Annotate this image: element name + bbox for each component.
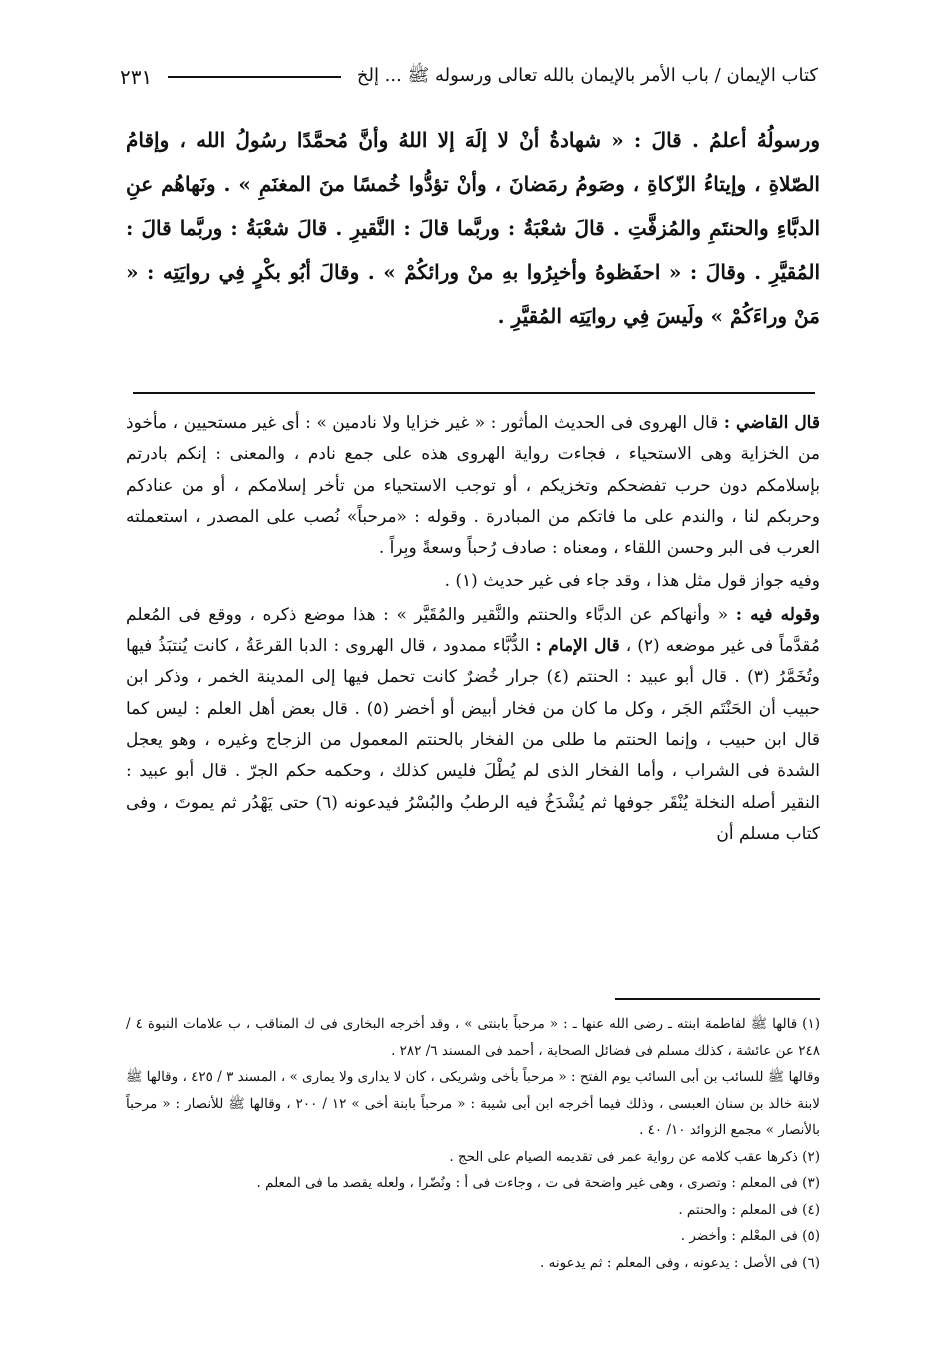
qawluhu-lead: وقوله فيه : — [735, 604, 821, 625]
footnote: (٤) فى المعلم : والحنتم . — [678, 1201, 820, 1218]
running-header — [120, 60, 818, 94]
footnote-separator — [615, 998, 820, 1000]
footnote: (١) قالها ﷺ لفاطمة ابنته ـ رضى الله عنها ـ : « مرحباً بابنتى » ، وقد أخرجه البخارى فى ك المناقب ، ب علامات النبوة ٤ / ٢٤٨ عن عائشة ، كذلك مسلم فى فضائل الصحابة ، أحمد فى المسند ٦/ ٢٨٢ . — [126, 1016, 820, 1059]
footnotes — [126, 1011, 820, 1276]
header-rule — [168, 76, 341, 78]
commentary-paragraph — [126, 566, 820, 597]
footnote: (٢) ذكرها عقب كلامه عن رواية عمر فى تقديمه الصيام على الحج . — [449, 1148, 820, 1165]
commentary-paragraph — [126, 408, 820, 564]
footnote: (٥) فى المعْلم : وأخضر . — [680, 1228, 820, 1244]
commentary-text: الدُّبَّاء ممدود ، قال الهروى : الدبا القرعَةُ ، كانت يُنتبَذُ فيها وتُخَمَّرُ (٣) . قال أبو عبيد : الحنتم (٤) جرار خُضرٌ كانت تحمل فيها إلى المدينة الخمر ، وذكر ابن حبيب أن الحَنْتَم الجَر ، وكل ما كان من فخار أبيض أو أخضر (٥) . قال بعض أهل العلم : ليس كما قال ابن حبيب ، وإنما الحنتم ما طلى من الفخار بالحنتم المعمول من الزجاج وغيره ، وهو يعجل الشدة فى الشراب ، وأما الفخار الذى لم يُطْلَ فليس كذلك ، وحكمه حكم الجرّ . قال أبو عبيد : النقير أصله النخلة يُنْقَر جوفها ثم يُشْدَخُ فيه الرطبُ والبُسْرُ فيدعونه (٦) حتى يَهْدُر ثم يموتَ ، وفى كتاب مسلم أن — [126, 636, 820, 844]
main-separator — [133, 392, 815, 394]
page-number: ٢٣١ — [120, 65, 153, 89]
header-title: كتاب الإيمان / باب الأمر بالإيمان بالله تعالى ورسوله ﷺ ... إلخ — [356, 65, 818, 86]
imam-lead: قال الإمام : — [535, 636, 620, 657]
commentary — [126, 408, 820, 852]
footnote: وقالها ﷺ للسائب بن أبى السائب يوم الفتح : « مرحباً بأخى وشريكى ، كان لا يدارى ولا يمارى » ، المسند ٣ / ٤٢٥ ، وقالها ﷺ لابنة خالد بن سنان العبسى ، وذلك فيما أخرجه ابن أبى شيبة : « مرحباً بابنة أخى » ١٢ / ٢٠٠ ، وقالها ﷺ للأنصار : « مرحباً بالأنصار » مجمع الزوائد ١٠/ ٤٠ . — [126, 1069, 820, 1138]
footnote: (٣) فى المعلم : وتصرى ، وهى غير واضحة فى ت ، وجاءت فى أ : ونُضّرا ، ولعله يقصد ما فى المعلم . — [256, 1175, 820, 1191]
commentary-paragraph — [126, 600, 820, 850]
qadi-lead: قال القاضي : — [723, 413, 820, 433]
commentary-text: وفيه جواز قول مثل هذا ، وقد جاء فى غير حديث (١) . — [444, 571, 820, 592]
commentary-text: قال الهروى فى الحديث المأثور : « غير خزايا ولا نادمين » : أى غير مستحيين ، مأخوذ من الخزاية وهى الاستحياء ، فجاءت رواية الهروى هذه على جمع نادم ، والمعنى : إنكم بادرتم بإسلامكم دون حرب تفضحكم وتخزيكم ، أو توجب الاستحياء من تأخر إسلامكم ، أو من عنادكم وحربكم لنا ، والندم على ما فاتكم من المبادرة . وقوله : «مرحباً» نُصب على المصدر ، استعملته العرب فى البر وحسن اللقاء ، ومعناه : صادف رُحباً وسعةً وبِراً . — [126, 413, 820, 559]
commentary-text: « وأنهاكم عن الدبَّاء والحنتم والنَّقير والمُقَيَّر » : هذا موضع ذكره ، ووقع فى المُعلم مُقدَّماً فى غير موضعه (٢) ، — [126, 604, 821, 657]
footnote: (٦) فى الأصل : يدعونه ، وفى المعلم : ثم يدعونه . — [540, 1254, 820, 1271]
hadith-text: ورسولُهُ أعلمُ . قالَ : « شهادةُ أنْ لا إلَهَ إلا اللهُ وأنَّ مُحمَّدًا رسُولُ الله ، وإقامُ الصّلاةِ ، وإيتاءُ الزّكاةِ ، وصَومُ رمَضانَ ، وأنْ تؤدُّوا خُمسًا منَ المغنَمِ » . ونَهاهُم عنِ الدبَّاءِ والحنتَمِ والمُزفَّتِ . قالَ شعْبَةُ : وربَّما قالَ : النَّقيرِ . قالَ شعْبَةُ : وربَّما قالَ : المُقيَّرِ . وقالَ : « احفَظوهُ وأخبِرُوا بهِ منْ ورائكُمْ » . وقالَ أبُو بكْرٍ فِي روايَتِه : « مَنْ وراءَكُمْ » ولَيسَ فِي روايَتِه المُقيَّرِ . — [126, 128, 821, 328]
